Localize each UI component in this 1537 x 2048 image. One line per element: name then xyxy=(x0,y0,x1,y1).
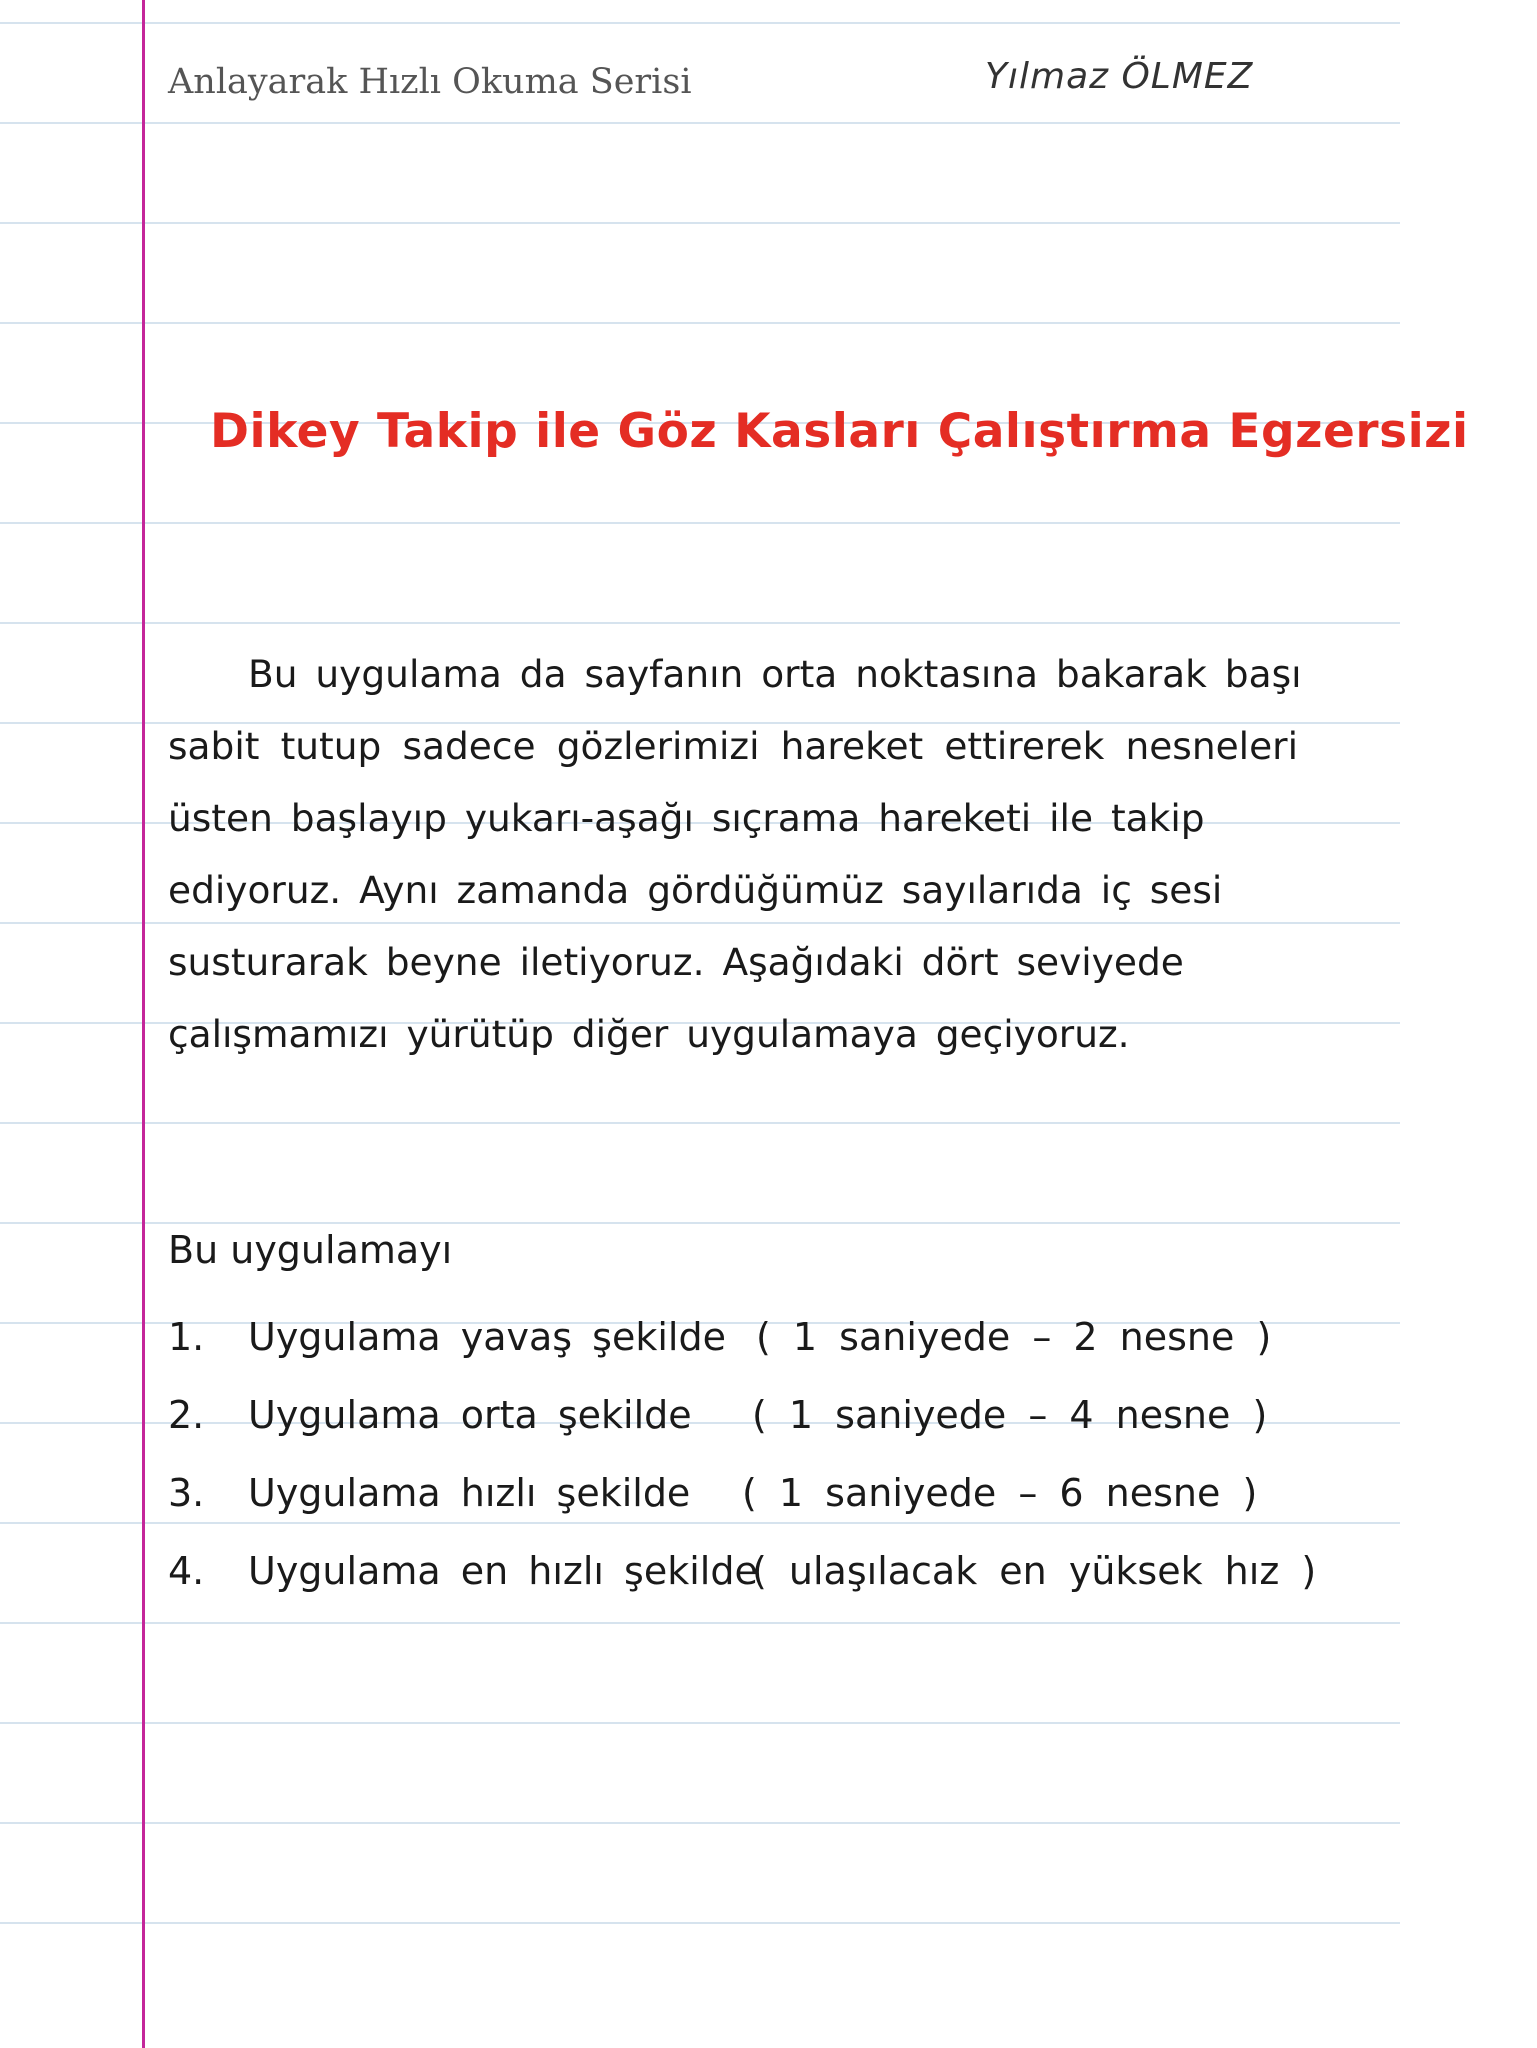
list-label: Uygulama orta şekilde xyxy=(248,1393,692,1437)
list-item xyxy=(168,1376,1318,1454)
paragraph-line: ediyoruz. Aynı zamanda gördüğümüz sayılarıda iç sesi xyxy=(168,868,1223,912)
list-detail: ( 1 saniyede – 6 nesne ) xyxy=(742,1471,1258,1515)
series-title: Anlayarak Hızlı Okuma Serisi xyxy=(168,62,692,102)
paragraph-line: Bu uygulama da sayfanın orta noktasına bakarak başı xyxy=(248,652,1302,696)
list-number: 4. xyxy=(168,1549,205,1593)
list-item xyxy=(168,1532,1318,1610)
list-number: 1. xyxy=(168,1315,205,1359)
list-label: Uygulama en hızlı şekilde xyxy=(248,1549,758,1593)
list-label: Uygulama hızlı şekilde xyxy=(248,1471,691,1515)
list-intro: Bu uygulamayı xyxy=(168,1228,453,1272)
list-item xyxy=(168,1298,1318,1376)
list-number: 2. xyxy=(168,1393,205,1437)
margin-line xyxy=(142,0,145,2048)
list-detail: ( 1 saniyede – 4 nesne ) xyxy=(752,1393,1268,1437)
instruction-paragraph xyxy=(168,638,1302,1070)
paragraph-line: üsten başlayıp yukarı-aşağı sıçrama hareketi ile takip xyxy=(168,796,1205,840)
list-item xyxy=(168,1454,1318,1532)
author-name: Yılmaz ÖLMEZ xyxy=(985,56,1254,97)
paragraph-line: çalışmamızı yürütüp diğer uygulamaya geçiyoruz. xyxy=(168,1012,1130,1056)
paragraph-line: susturarak beyne iletiyoruz. Aşağıdaki dört seviyede xyxy=(168,940,1184,984)
level-list xyxy=(168,1298,1318,1610)
list-detail: ( 1 saniyede – 2 nesne ) xyxy=(756,1315,1272,1359)
list-detail: ( ulaşılacak en yüksek hız ) xyxy=(752,1549,1317,1593)
list-number: 3. xyxy=(168,1471,205,1515)
paragraph-line: sabit tutup sadece gözlerimizi hareket ettirerek nesneleri xyxy=(168,724,1298,768)
list-label: Uygulama yavaş şekilde xyxy=(248,1315,726,1359)
exercise-title: Dikey Takip ile Göz Kasları Çalıştırma Egzersizi xyxy=(210,404,1469,459)
